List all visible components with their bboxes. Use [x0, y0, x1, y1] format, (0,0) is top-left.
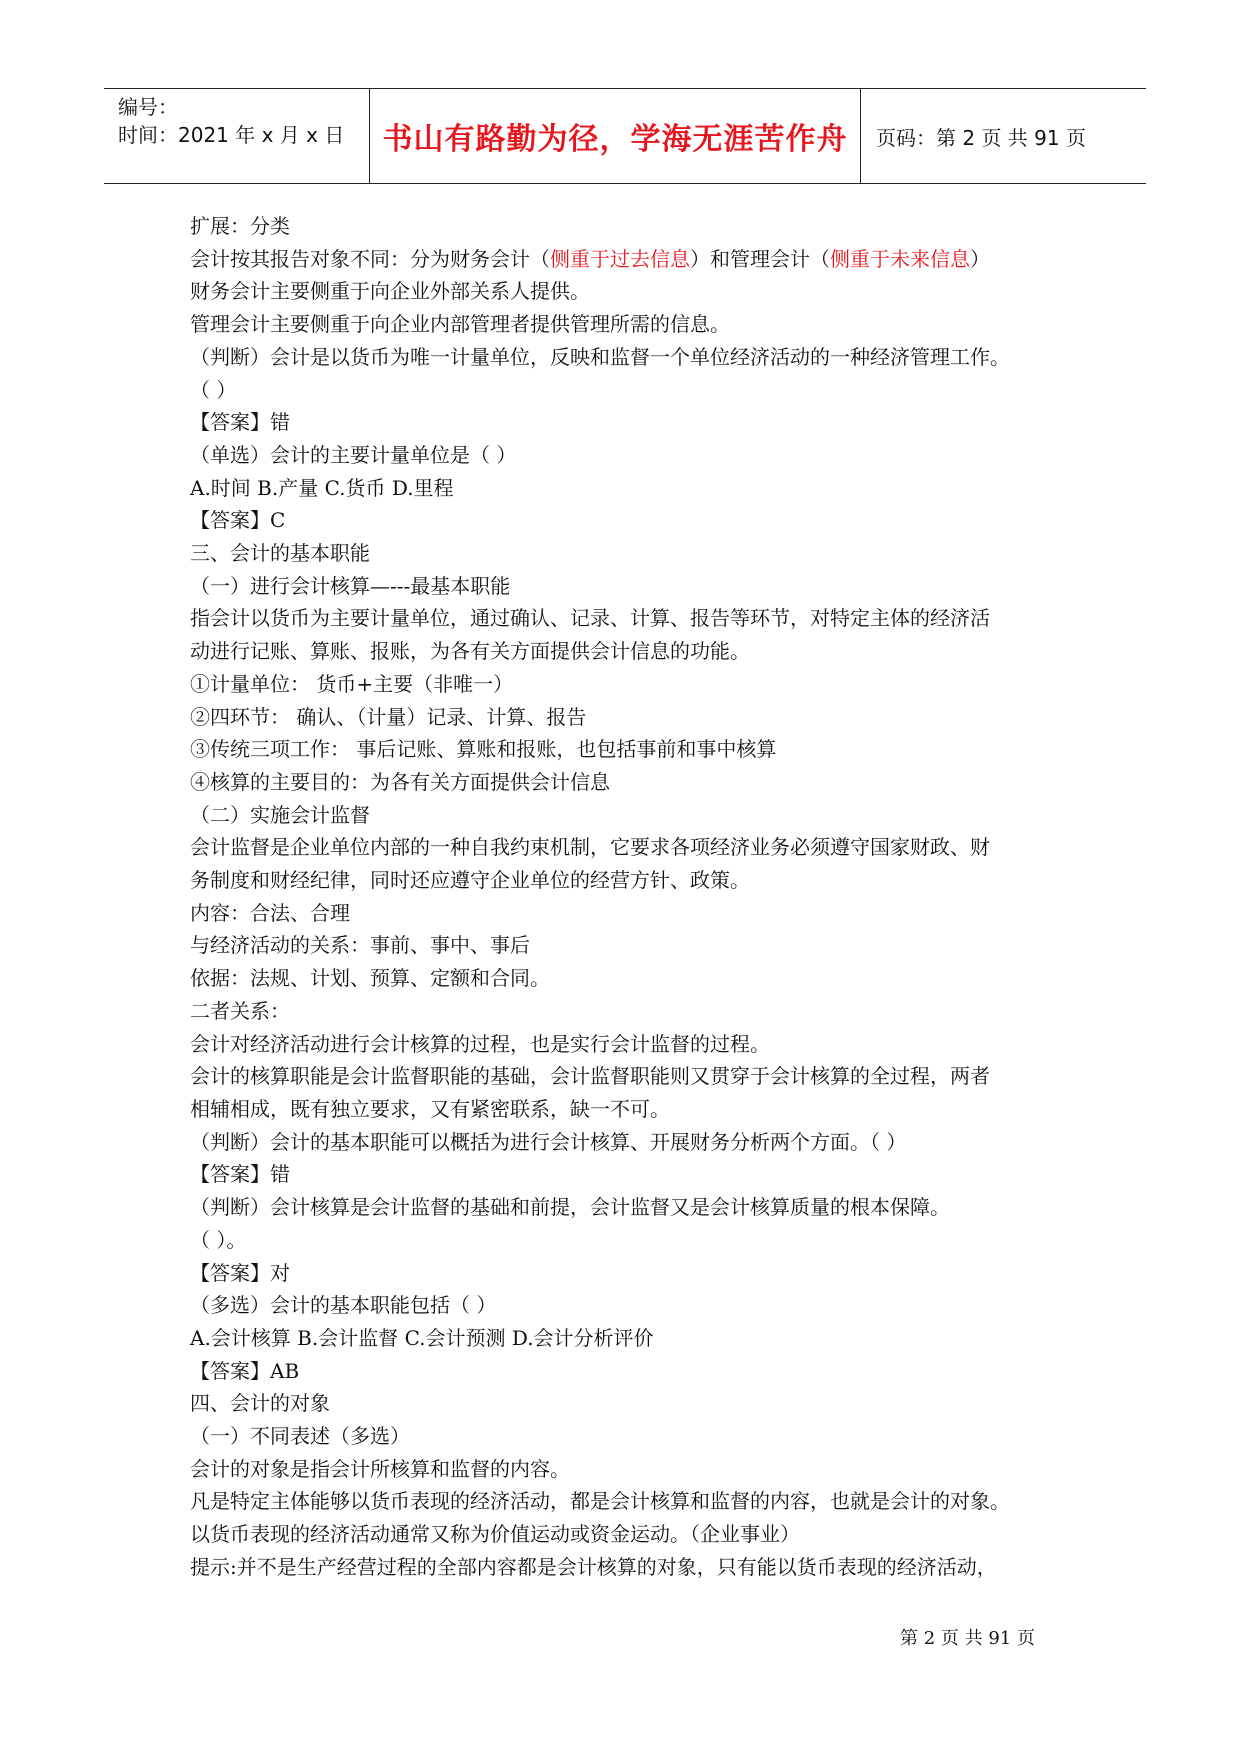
- text-line: （ ）。: [190, 1227, 247, 1252]
- list-item: ③传统三项工作： 事后记账、算账和报账，也包括事前和事中核算: [190, 737, 777, 762]
- text-span: ）和管理会计（: [690, 246, 830, 271]
- answer-line: 【答案】错: [190, 410, 290, 435]
- text-line: 与经济活动的关系：事前、事中、事后: [190, 933, 530, 958]
- document-number-label: 编号：: [118, 95, 178, 119]
- text-line: 务制度和财经纪律，同时还应遵守企业单位的经营方针、政策。: [190, 868, 750, 893]
- text-line: 会计的对象是指会计所核算和监督的内容。: [190, 1456, 570, 1481]
- answer-line: 【答案】错: [190, 1162, 290, 1187]
- text-line: 指会计以货币为主要计量单位，通过确认、记录、计算、报告等环节，对特定主体的经济活: [190, 606, 990, 631]
- text-span: 会计按其报告对象不同：分为财务会计（: [190, 246, 550, 271]
- subsection-heading: （一）进行会计核算—---最基本职能: [190, 573, 511, 598]
- list-item: ①计量单位： 货币+主要（非唯一）: [190, 671, 514, 696]
- text-line: 动进行记账、算账、报账，为各有关方面提供会计信息的功能。: [190, 639, 750, 664]
- highlight-future-info: 侧重于未来信息: [830, 246, 970, 271]
- question-line: （多选）会计的基本职能包括（ ）: [190, 1293, 497, 1318]
- text-line: （判断）会计是以货币为唯一计量单位，反映和监督一个单位经济活动的一种经济管理工作。: [190, 344, 1010, 369]
- header-motto: 书山有路勤为径，学海无涯苦作舟: [369, 89, 861, 183]
- question-line: （单选）会计的主要计量单位是（ ）: [190, 442, 517, 467]
- text-line: 以货币表现的经济活动通常又称为价值运动或资金运动。（企业事业）: [190, 1522, 800, 1547]
- list-item: ②四环节： 确认、（计量）记录、计算、报告: [190, 704, 587, 729]
- text-line: 提示:并不是生产经营过程的全部内容都是会计核算的对象，只有能以货币表现的经济活动，: [190, 1554, 997, 1579]
- page-header: [104, 88, 1146, 184]
- document-time-label: 时间：2021 年 x 月 x 日: [118, 123, 345, 147]
- text-line: 会计的核算职能是会计监督职能的基础，会计监督职能则又贯穿于会计核算的全过程，两者: [190, 1064, 990, 1089]
- question-line: （判断）会计的基本职能可以概括为进行会计核算、开展财务分析两个方面。（ ）: [190, 1129, 907, 1154]
- text-line: （ ）: [190, 377, 237, 402]
- list-item: ④核算的主要目的：为各有关方面提供会计信息: [190, 769, 610, 794]
- page-footer: 第 2 页 共 91 页: [900, 1628, 1035, 1649]
- text-line: 依据：法规、计划、预算、定额和合同。: [190, 966, 550, 991]
- highlight-past-info: 侧重于过去信息: [550, 246, 690, 271]
- answer-line: 【答案】对: [190, 1260, 290, 1285]
- text-line: 二者关系：: [190, 998, 290, 1023]
- header-page-info: 页码：第 2 页 共 91 页: [876, 125, 1086, 150]
- options-line: A.会计核算 B.会计监督 C.会计预测 D.会计分析评价: [190, 1325, 654, 1350]
- text-line: 会计对经济活动进行会计核算的过程，也是实行会计监督的过程。: [190, 1031, 770, 1056]
- answer-line: 【答案】C: [190, 508, 286, 533]
- text-line: 内容：合法、合理: [190, 900, 350, 925]
- text-line: [190, 243, 1070, 276]
- options-line: A.时间 B.产量 C.货币 D.里程: [190, 475, 454, 500]
- document-body: [190, 210, 1070, 1584]
- text-line: 扩展：分类: [190, 214, 290, 238]
- section-heading: 三、会计的基本职能: [190, 541, 370, 566]
- text-span: ）: [970, 246, 990, 271]
- text-line: 财务会计主要侧重于向企业外部关系人提供。: [190, 279, 590, 304]
- section-heading: 四、会计的对象: [190, 1391, 330, 1416]
- subsection-heading: （二）实施会计监督: [190, 802, 370, 827]
- text-line: 相辅相成，既有独立要求，又有紧密联系，缺一不可。: [190, 1096, 670, 1121]
- text-line: 管理会计主要侧重于向企业内部管理者提供管理所需的信息。: [190, 312, 730, 337]
- header-meta: [104, 89, 369, 183]
- text-line: 凡是特定主体能够以货币表现的经济活动，都是会计核算和监督的内容，也就是会计的对象。: [190, 1489, 1010, 1514]
- text-line: 会计监督是企业单位内部的一种自我约束机制，它要求各项经济业务必须遵守国家财政、财: [190, 835, 990, 860]
- question-line: （判断）会计核算是会计监督的基础和前提，会计监督又是会计核算质量的根本保障。: [190, 1195, 950, 1220]
- subsection-heading: （一）不同表述（多选）: [190, 1424, 410, 1449]
- answer-line: 【答案】AB: [190, 1358, 300, 1383]
